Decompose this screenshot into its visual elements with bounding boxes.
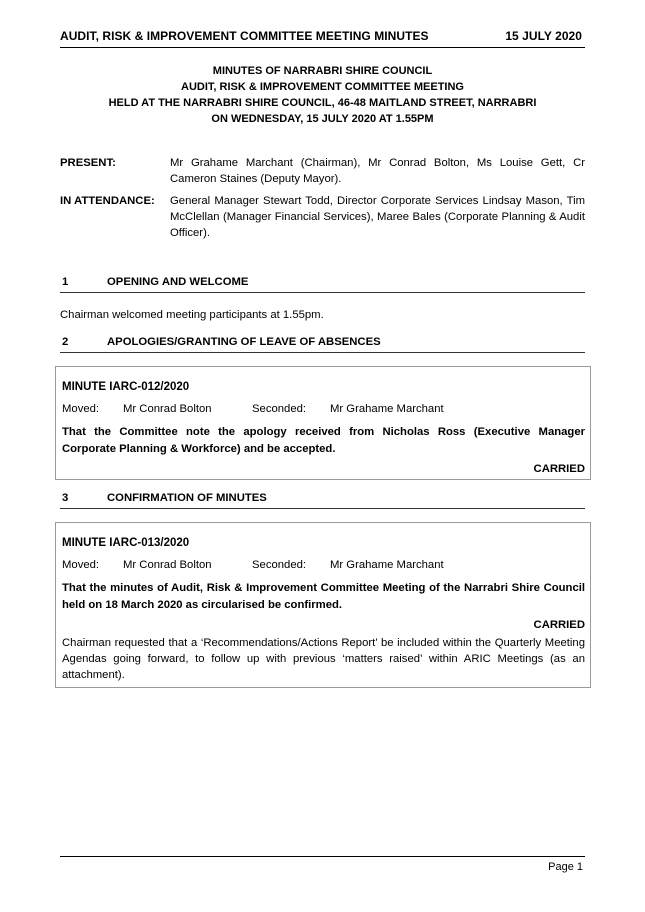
section-title: OPENING AND WELCOME [107, 276, 249, 288]
attendance-text: General Manager Stewart Todd, Director Corporate Services Lindsay Mason, Tim McClellan (Manager Financial Services), Maree Bales (Corporate Planning & Audit Officer). [170, 195, 585, 239]
title-line-2: AUDIT, RISK & IMPROVEMENT COMMITTEE MEETING [181, 81, 464, 93]
page-footer [60, 856, 585, 879]
section-number: 1 [62, 276, 69, 288]
section-heading-2 [60, 336, 585, 353]
carried-label: CARRIED [533, 619, 585, 631]
present-block [60, 155, 585, 187]
minute-title: MINUTE IARC-012/2020 [62, 381, 190, 393]
carried-label: CARRIED [533, 463, 585, 475]
section-title: APOLOGIES/GRANTING OF LEAVE OF ABSENCES [107, 336, 381, 348]
minute-box-012 [55, 366, 591, 480]
section-number: 3 [62, 492, 69, 504]
present-label: PRESENT: [60, 157, 116, 169]
section-title: CONFIRMATION OF MINUTES [107, 492, 267, 504]
chairman-note: Chairman requested that a ‘Recommendations/Actions Report’ be included within the Quarterly Meeting Agendas going forward, to follow up with previous ‘matters raised’ within ARIC Meetings (as an attachment). [62, 637, 585, 681]
title-line-3: HELD AT THE NARRABRI SHIRE COUNCIL, 46-48 MAITLAND STREET, NARRABRI [108, 97, 537, 109]
title-block [60, 63, 585, 127]
resolution-text: That the minutes of Audit, Risk & Improvement Committee Meeting of the Narrabri Shire Council held on 18 March 2020 as circularised be confirmed. [62, 582, 585, 611]
header-title: AUDIT, RISK & IMPROVEMENT COMMITTEE MEETING MINUTES [60, 29, 429, 43]
moved-label: Moved: [62, 403, 100, 415]
seconded-label: Seconded: [252, 403, 307, 415]
page-header [60, 29, 585, 48]
page-number: Page 1 [548, 861, 583, 873]
seconder-name: Mr Grahame Marchant [330, 403, 444, 415]
present-text: Mr Grahame Marchant (Chairman), Mr Conrad Bolton, Ms Louise Gett, Cr Cameron Staines (Deputy Mayor). [170, 157, 585, 185]
resolution-text: That the Committee note the apology received from Nicholas Ross (Executive Manager Corporate Planning & Workforce) and be accepted. [62, 426, 585, 455]
section-heading-1 [60, 276, 585, 293]
seconder-name: Mr Grahame Marchant [330, 559, 444, 571]
moved-label: Moved: [62, 559, 100, 571]
title-line-4: ON WEDNESDAY, 15 JULY 2020 AT 1.55PM [211, 113, 434, 125]
mover-name: Mr Conrad Bolton [123, 559, 212, 571]
mover-name: Mr Conrad Bolton [123, 403, 212, 415]
seconded-label: Seconded: [252, 559, 307, 571]
title-line-1: MINUTES OF NARRABRI SHIRE COUNCIL [212, 65, 433, 77]
section-number: 2 [62, 336, 69, 348]
minute-title: MINUTE IARC-013/2020 [62, 537, 190, 549]
attendance-label: IN ATTENDANCE: [60, 195, 155, 207]
minute-box-013 [55, 522, 591, 688]
welcome-text: Chairman welcomed meeting participants at 1.55pm. [60, 309, 324, 321]
attendance-block [60, 193, 585, 241]
header-date: 15 JULY 2020 [505, 29, 582, 43]
section-heading-3 [60, 492, 585, 509]
